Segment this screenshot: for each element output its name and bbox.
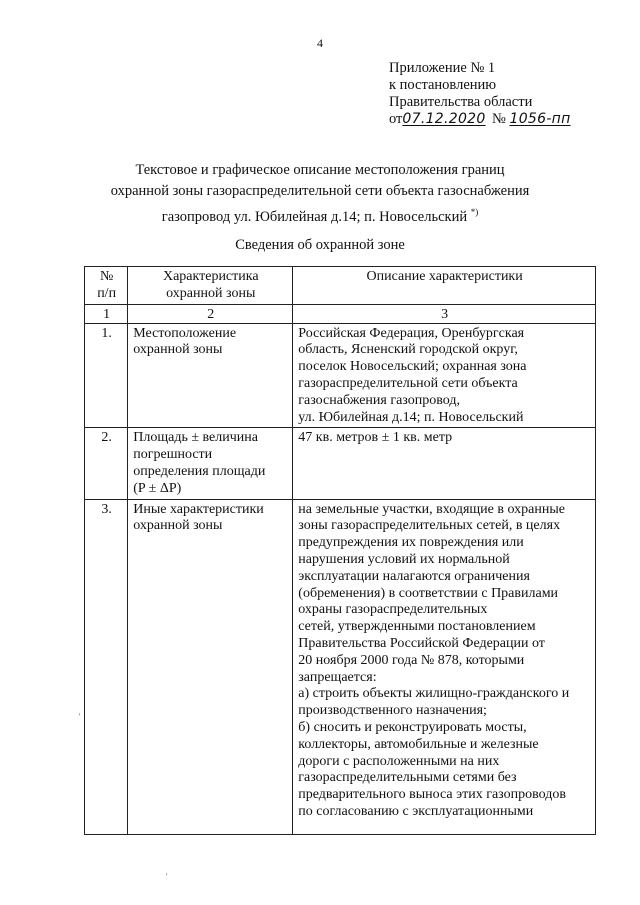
- description-line: дороги с расположенными на них: [298, 753, 500, 769]
- description-line: Российская Федерация, Оренбургская: [298, 325, 525, 341]
- description-line: зоны газораспределительных сетей, в целях: [298, 518, 561, 534]
- characteristic-line: Площадь ± величина: [133, 430, 258, 446]
- description-line: эксплуатации налагаются ограничения: [298, 568, 530, 584]
- description-line: производственного назначения;: [298, 703, 487, 719]
- row-number: 3.: [85, 499, 128, 834]
- appendix-line-1: Приложение № 1: [389, 60, 496, 76]
- column-number-2: 2: [128, 304, 293, 323]
- footnote-mark: *): [470, 207, 479, 217]
- section-subtitle: Сведения об охранной зоне: [235, 237, 405, 253]
- description-line: предварительного выноса этих газопроводов: [298, 787, 566, 803]
- appendix-line-3: Правительства области: [389, 94, 533, 110]
- row-description: [293, 428, 596, 499]
- description-line: а) строить объекты жилищно-гражданского и: [298, 686, 570, 702]
- description-line: по согласованию с эксплуатационными: [298, 803, 534, 819]
- characteristic-line: (P ± ΔP): [133, 480, 182, 496]
- header-number-line-1: №: [99, 269, 114, 284]
- number-sign: №: [492, 111, 506, 127]
- characteristic-line: определения площади: [133, 463, 266, 479]
- title-line-2: охранной зоны газораспределительной сети объекта газоснабжения: [110, 183, 530, 199]
- table-header-row: [85, 267, 596, 305]
- characteristic-line: погрешности: [133, 447, 213, 463]
- row-characteristic: [128, 323, 293, 428]
- table-row: [85, 428, 596, 499]
- description-line: предупреждения их повреждения или: [298, 535, 524, 551]
- characteristic-line: охранной зоны: [133, 518, 223, 534]
- row-description: [293, 323, 596, 428]
- appendix-block: [389, 60, 596, 128]
- description-line: Правительства Российской Федерации от: [298, 635, 545, 651]
- header-number: [85, 267, 128, 305]
- title-line-3: [0, 202, 640, 228]
- characteristic-line: охранной зоны: [133, 342, 223, 358]
- characteristic-line: Иные характеристики: [133, 501, 264, 517]
- description-line: (обременения) в соответствии с Правилами: [298, 585, 559, 601]
- description-line: газораспределительными сетями без: [298, 770, 517, 786]
- table-row: [85, 323, 596, 428]
- header-characteristic-line-2: охранной зоны: [166, 285, 256, 301]
- handwritten-number: 1056-пп: [509, 111, 571, 127]
- description-line: сетей, утвержденными постановлением: [298, 619, 536, 635]
- row-characteristic: [128, 428, 293, 499]
- description-line: 20 ноября 2000 года № 878, которыми: [298, 652, 525, 668]
- description-line: запрещается:: [298, 669, 377, 685]
- description-line: ул. Юбилейная д.14; п. Новосельский: [298, 409, 524, 425]
- header-characteristic: [128, 267, 293, 305]
- appendix-line-2: к постановлению: [389, 77, 497, 93]
- description-line: газораспределительной сети объекта: [298, 375, 518, 391]
- description-line: на земельные участки, входящие в охранные: [298, 501, 565, 517]
- handwritten-date: 07.12.2020: [402, 111, 486, 127]
- description-line: б) сносить и реконструировать мосты,: [298, 719, 527, 735]
- header-number-line-2: п/п: [97, 285, 117, 301]
- appendix-from-label: от: [389, 111, 403, 127]
- title-line-3-text: газопровод ул. Юбилейная д.14; п. Новосельский: [161, 208, 468, 225]
- row-number: 1.: [85, 323, 128, 428]
- page-number: 4: [317, 36, 323, 50]
- column-number-1: 1: [85, 304, 128, 323]
- protection-zone-table: [84, 266, 596, 835]
- row-number: 2.: [85, 428, 128, 499]
- description-line: область, Ясненский городской округ,: [298, 342, 518, 358]
- description-line: 47 кв. метров ± 1 кв. метр: [298, 430, 453, 446]
- description-line: газоснабжения газопровод,: [298, 392, 460, 408]
- description-line: поселок Новосельский; охранная зона: [298, 359, 527, 375]
- title-line-1: Текстовое и графическое описание местоположения границ: [135, 162, 505, 178]
- description-line: охраны газораспределительных: [298, 602, 488, 618]
- scan-speck: ': [166, 872, 168, 881]
- row-characteristic: [128, 499, 293, 834]
- header-description: Описание характеристики: [293, 267, 596, 305]
- row-description: [293, 499, 596, 834]
- column-number-3: 3: [293, 304, 596, 323]
- appendix-date-line: [389, 111, 596, 128]
- description-line: нарушения условий их нормальной: [298, 551, 510, 567]
- table-row: [85, 499, 596, 834]
- column-numbers-row: [85, 304, 596, 323]
- header-characteristic-line-1: Характеристика: [162, 269, 259, 284]
- characteristic-line: Местоположение: [133, 325, 237, 341]
- document-title: [0, 160, 640, 228]
- description-line: коллекторы, автомобильные и железные: [298, 736, 539, 752]
- scan-speck: ': [79, 712, 81, 721]
